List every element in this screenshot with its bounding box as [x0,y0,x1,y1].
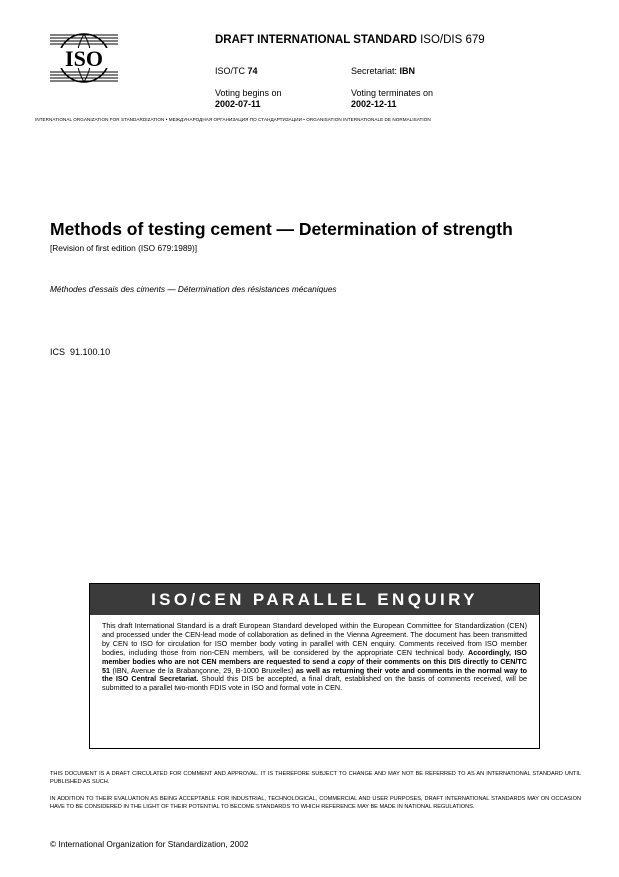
enquiry-text-part: Should this DIS be accepted, a final draft, established on the basis of comments received, will be submitted to a parallel two-month FDIS vote in ISO and formal vote in CEN. [102,674,527,693]
ics-value: 91.100.10 [70,347,111,357]
enquiry-text-bold: of their comments on this DIS directly to CEN/TC 51 [102,656,527,675]
enquiry-text-bold: as well as returning their vote and comments in the normal way to the ISO Central Secretariat. [102,665,527,684]
tc-value: 74 [247,66,258,76]
document-number: ISO/DIS 679 [420,34,485,46]
french-title: Méthodes d'essais des ciments — Détermination des résistances mécaniques [50,284,337,294]
iso-logo-text: ISO [65,46,103,71]
parallel-enquiry-box [89,583,540,749]
tc-field [215,66,258,76]
secretariat-value: IBN [399,66,416,76]
enquiry-text-part: This draft International Standard is a draft European Standard developed within the European Committee for Standardization (CEN) and processed under the CEN-lead mode of collaboration as defined in the Vienna Agreement. The document has been transmitted by CEN to ISO for circulation for ISO member body voting in parallel with CEN enquiry. Comments received from ISO member bodies, including those from non-CEN members, will be considered by the appropriate CEN technical body. [102,621,527,657]
enquiry-text-italic: a copy [331,656,355,666]
draft-standard-label: DRAFT INTERNATIONAL STANDARD [215,34,417,46]
voting-ends-label: Voting terminates on [351,88,434,98]
ics-label: ICS [50,347,66,357]
regulation-disclaimer: IN ADDITION TO THEIR EVALUATION AS BEING ACCEPTABLE FOR INDUSTRIAL, TECHNOLOGICAL, COMMERCIAL AND USER PURPOSES, DRAFT INTERNATIONAL STANDARDS MAY ON OCCASION HAVE TO BE CONSIDERED IN THE LIGHT OF THEIR POTENTIAL TO BECOME STANDARDS TO WHICH REFERENCE MAY BE MADE IN NATIONAL REGULATIONS. [50,796,581,810]
enquiry-text-bold: Accordingly, ISO member bodies who are not CEN members are requested to send [102,647,527,666]
tc-label: ISO/TC [215,66,246,76]
parallel-enquiry-heading: ISO/CEN PARALLEL ENQUIRY [90,584,539,615]
ics-code [50,347,110,357]
organization-line: INTERNATIONAL ORGANIZATION FOR STANDARDIZATION • МЕЖДУНАРОДНАЯ ОРГАНИЗАЦИЯ ПО СТАНДАРТИЗАЦИИ • ORGANISATION INTERNATIONALE DE NORMALISATION [35,117,431,122]
revision-note: [Revision of first edition (ISO 679:1989)] [50,243,198,253]
enquiry-text-address: (IBN, Avenue de la Brabançonne, 29, B-1000 Bruxelles) [110,665,296,675]
voting-begins-label: Voting begins on [215,88,282,98]
document-title: Methods of testing cement — Determination of strength [50,219,513,239]
copyright-notice: © International Organization for Standardization, 2002 [50,839,249,849]
draft-disclaimer: THIS DOCUMENT IS A DRAFT CIRCULATED FOR COMMENT AND APPROVAL. IT IS THEREFORE SUBJECT TO CHANGE AND MAY NOT BE REFERRED TO AS AN INTERNATIONAL STANDARD UNTIL PUBLISHED AS SUCH. [50,771,581,785]
iso-logo [50,33,118,83]
parallel-enquiry-text [102,622,527,693]
secretariat-field [351,66,415,76]
secretariat-label: Secretariat: [351,66,398,76]
document-type-heading [215,34,485,46]
voting-begins-date: 2002-07-11 [215,99,261,109]
voting-ends-date: 2002-12-11 [351,99,397,109]
